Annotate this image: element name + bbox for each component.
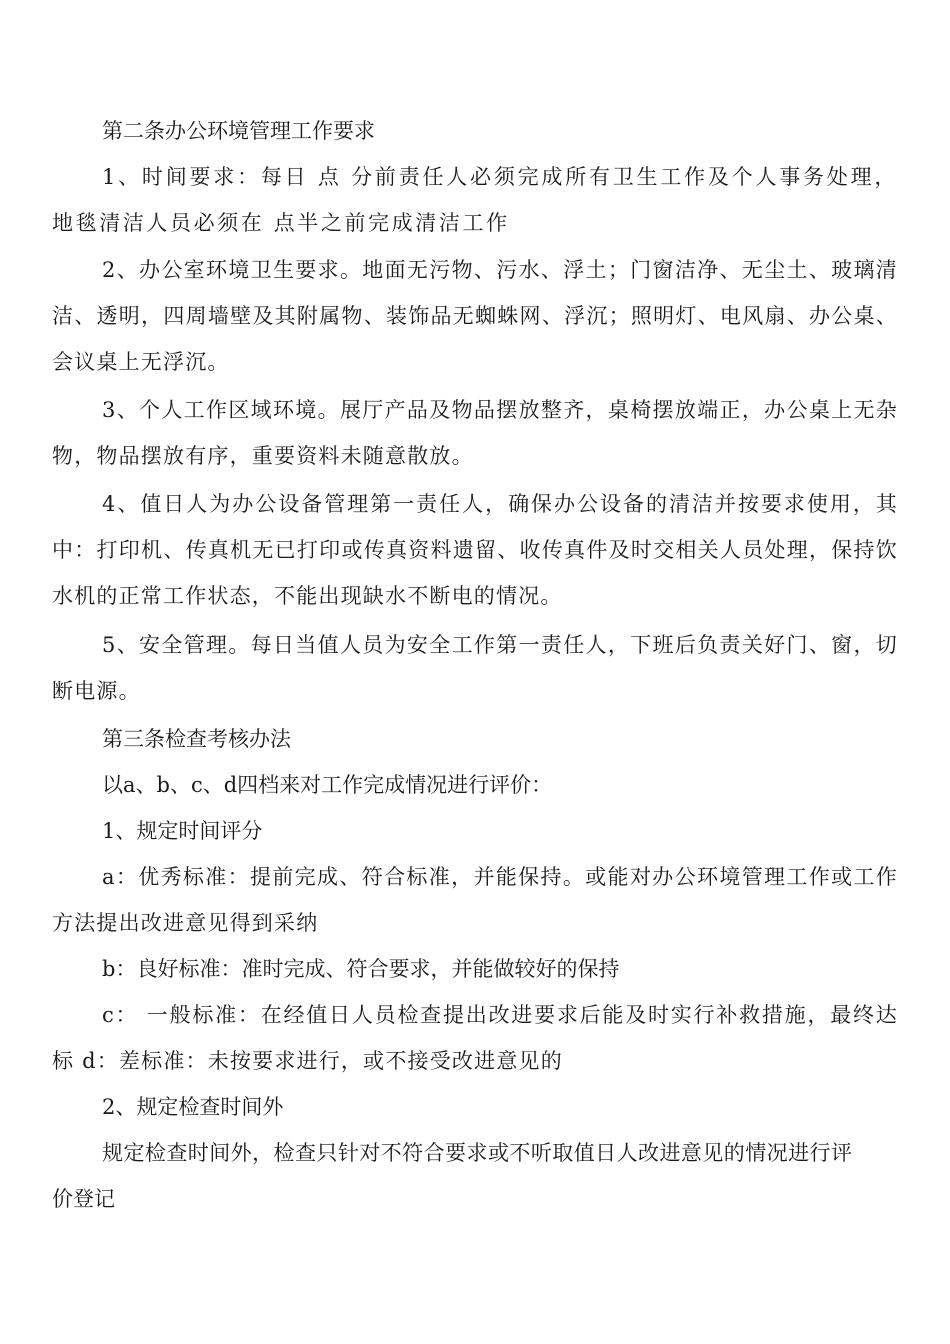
section-2-title: 2、规定检查时间外	[102, 1095, 284, 1119]
heading-article-2: 第二条办公环境管理工作要求	[102, 119, 375, 143]
paragraph-grade-b: b：良好标准：准时完成、符合要求，并能做较好的保持	[102, 957, 620, 981]
paragraph-item-3: 3、个人工作区域环境。展厅产品及物品摆放整齐，桌椅摆放端正，办公桌上无杂物，物品摆放有序，重要资料未随意散放。	[52, 398, 898, 468]
paragraph-grade-a: a：优秀标准：提前完成、符合标准，并能保持。或能对办公环境管理工作或工作方法提出改进意见得到采纳	[52, 865, 898, 935]
paragraph-grade-c-d: c： 一般标准：在经值日人员检查提出改进要求后能及时实行补救措施，最终达标 d：差标准：未按要求进行，或不接受改进意见的	[52, 1003, 898, 1073]
paragraph-item-5: 5、安全管理。每日当值人员为安全工作第一责任人，下班后负责关好门、窗，切断电源。	[52, 633, 898, 703]
paragraph-item-1: 1、时间要求：每日 点 分前责任人必须完成所有卫生工作及个人事务处理，地毯清洁人员必须在 点半之前完成清洁工作	[52, 165, 898, 235]
paragraph-item-4: 4、值日人为办公设备管理第一责任人，确保办公设备的清洁并按要求使用，其中：打印机、传真机无已打印或传真资料遗留、收传真件及时交相关人员处理，保持饮水机的正常工作状态，不能出现缺水不断电的情况。	[52, 492, 898, 608]
paragraph-section-2-body: 规定检查时间外，检查只针对不符合要求或不听取值日人改进意见的情况进行评价登记	[52, 1141, 852, 1211]
section-1-title: 1、规定时间评分	[102, 819, 263, 843]
paragraph-item-2: 2、办公室环境卫生要求。地面无污物、污水、浮土；门窗洁净、无尘土、玻璃清洁、透明，四周墙壁及其附属物、装饰品无蜘蛛网、浮沉；照明灯、电风扇、办公桌、会议桌上无浮沉。	[52, 258, 898, 374]
paragraph-grading-intro: 以a、b、c、d四档来对工作完成情况进行评价：	[102, 773, 553, 797]
heading-article-3: 第三条检查考核办法	[102, 727, 291, 751]
